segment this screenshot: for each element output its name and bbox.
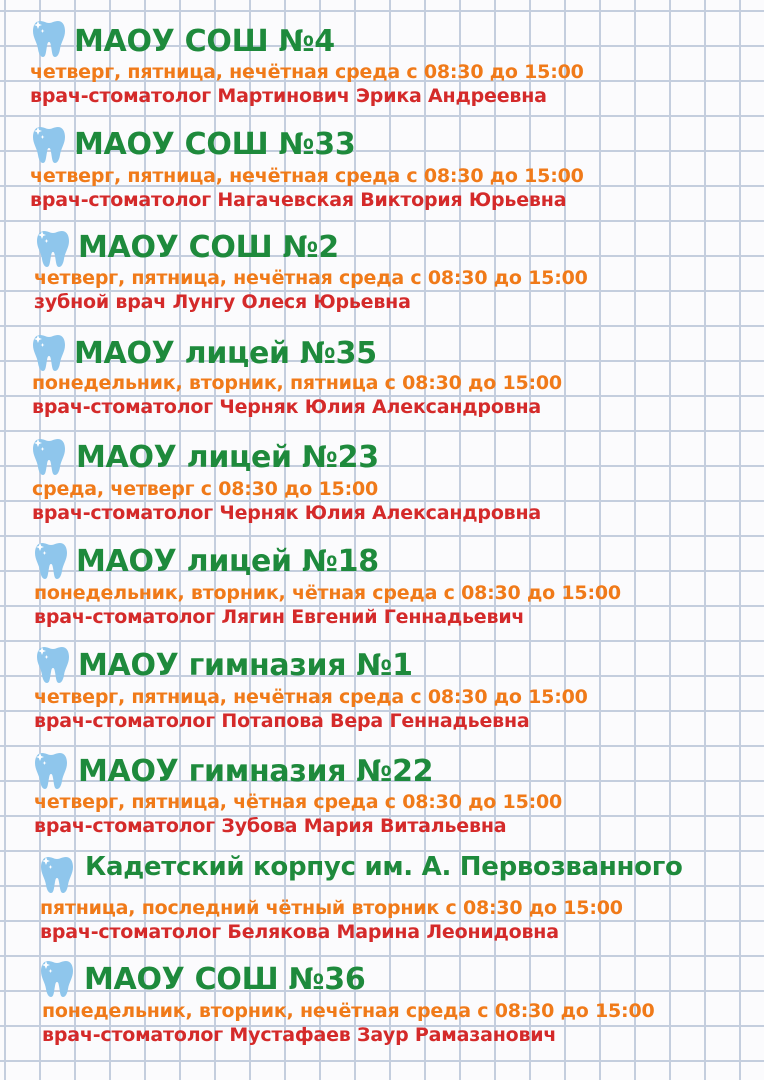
- school-title: МАОУ гимназия №1: [78, 648, 413, 683]
- tooth-icon: [34, 642, 72, 684]
- doctor-text: врач-стоматолог Белякова Марина Леонидовна: [40, 921, 559, 943]
- schedule-text: среда, четверг с 08:30 до 15:00: [32, 478, 379, 500]
- doctor-text: врач-стоматолог Черняк Юлия Александровна: [32, 502, 542, 524]
- school-title: МАОУ СОШ №36: [84, 962, 366, 997]
- tooth-icon: [38, 956, 76, 998]
- doctor-text: врач-стоматолог Нагачевская Виктория Юрьевна: [30, 189, 567, 211]
- schedule-text: четверг, пятница, нечётная среда с 08:30 до 15:00: [34, 686, 588, 708]
- doctor-text: врач-стоматолог Зубова Мария Витальевна: [34, 815, 507, 837]
- tooth-icon: [34, 226, 72, 268]
- tooth-icon: [32, 748, 70, 790]
- doctor-text: зубной врач Лунгу Олеся Юрьевна: [34, 291, 411, 313]
- tooth-icon: [30, 16, 68, 58]
- school-title: МАОУ СОШ №4: [74, 24, 335, 59]
- school-title: МАОУ лицей №18: [76, 544, 379, 579]
- schedule-text: пятница, последний чётный вторник с 08:30 до 15:00: [40, 897, 623, 919]
- school-title: МАОУ лицей №35: [74, 336, 377, 371]
- tooth-icon: [30, 434, 68, 476]
- schedule-text: четверг, пятница, нечётная среда с 08:30 до 15:00: [30, 61, 584, 83]
- tooth-icon: [30, 122, 68, 164]
- tooth-icon: [30, 330, 68, 372]
- tooth-icon: [32, 538, 70, 580]
- doctor-text: врач-стоматолог Потапова Вера Геннадьевна: [34, 710, 530, 732]
- schedule-text: понедельник, вторник, пятница с 08:30 до 15:00: [32, 372, 562, 394]
- schedule-text: четверг, пятница, чётная среда с 08:30 до 15:00: [34, 791, 563, 813]
- school-title: МАОУ СОШ №33: [74, 127, 356, 162]
- schedule-text: понедельник, вторник, нечётная среда с 08:30 до 15:00: [42, 1000, 655, 1022]
- doctor-text: врач-стоматолог Мартинович Эрика Андреевна: [30, 85, 547, 107]
- school-title: Кадетский корпус им. А. Первозванного: [85, 852, 683, 882]
- schedule-text: четверг, пятница, нечётная среда с 08:30 до 15:00: [34, 267, 588, 289]
- school-title: МАОУ лицей №23: [76, 440, 379, 475]
- schedule-text: понедельник, вторник, чётная среда с 08:30 до 15:00: [34, 582, 621, 604]
- tooth-icon: [38, 852, 76, 894]
- school-title: МАОУ гимназия №22: [78, 754, 434, 789]
- doctor-text: врач-стоматолог Мустафаев Заур Рамазанович: [42, 1024, 557, 1046]
- schedule-text: четверг, пятница, нечётная среда с 08:30 до 15:00: [30, 165, 584, 187]
- school-title: МАОУ СОШ №2: [78, 230, 339, 265]
- doctor-text: врач-стоматолог Лягин Евгений Геннадьевич: [34, 606, 525, 628]
- doctor-text: врач-стоматолог Черняк Юлия Александровна: [32, 396, 542, 418]
